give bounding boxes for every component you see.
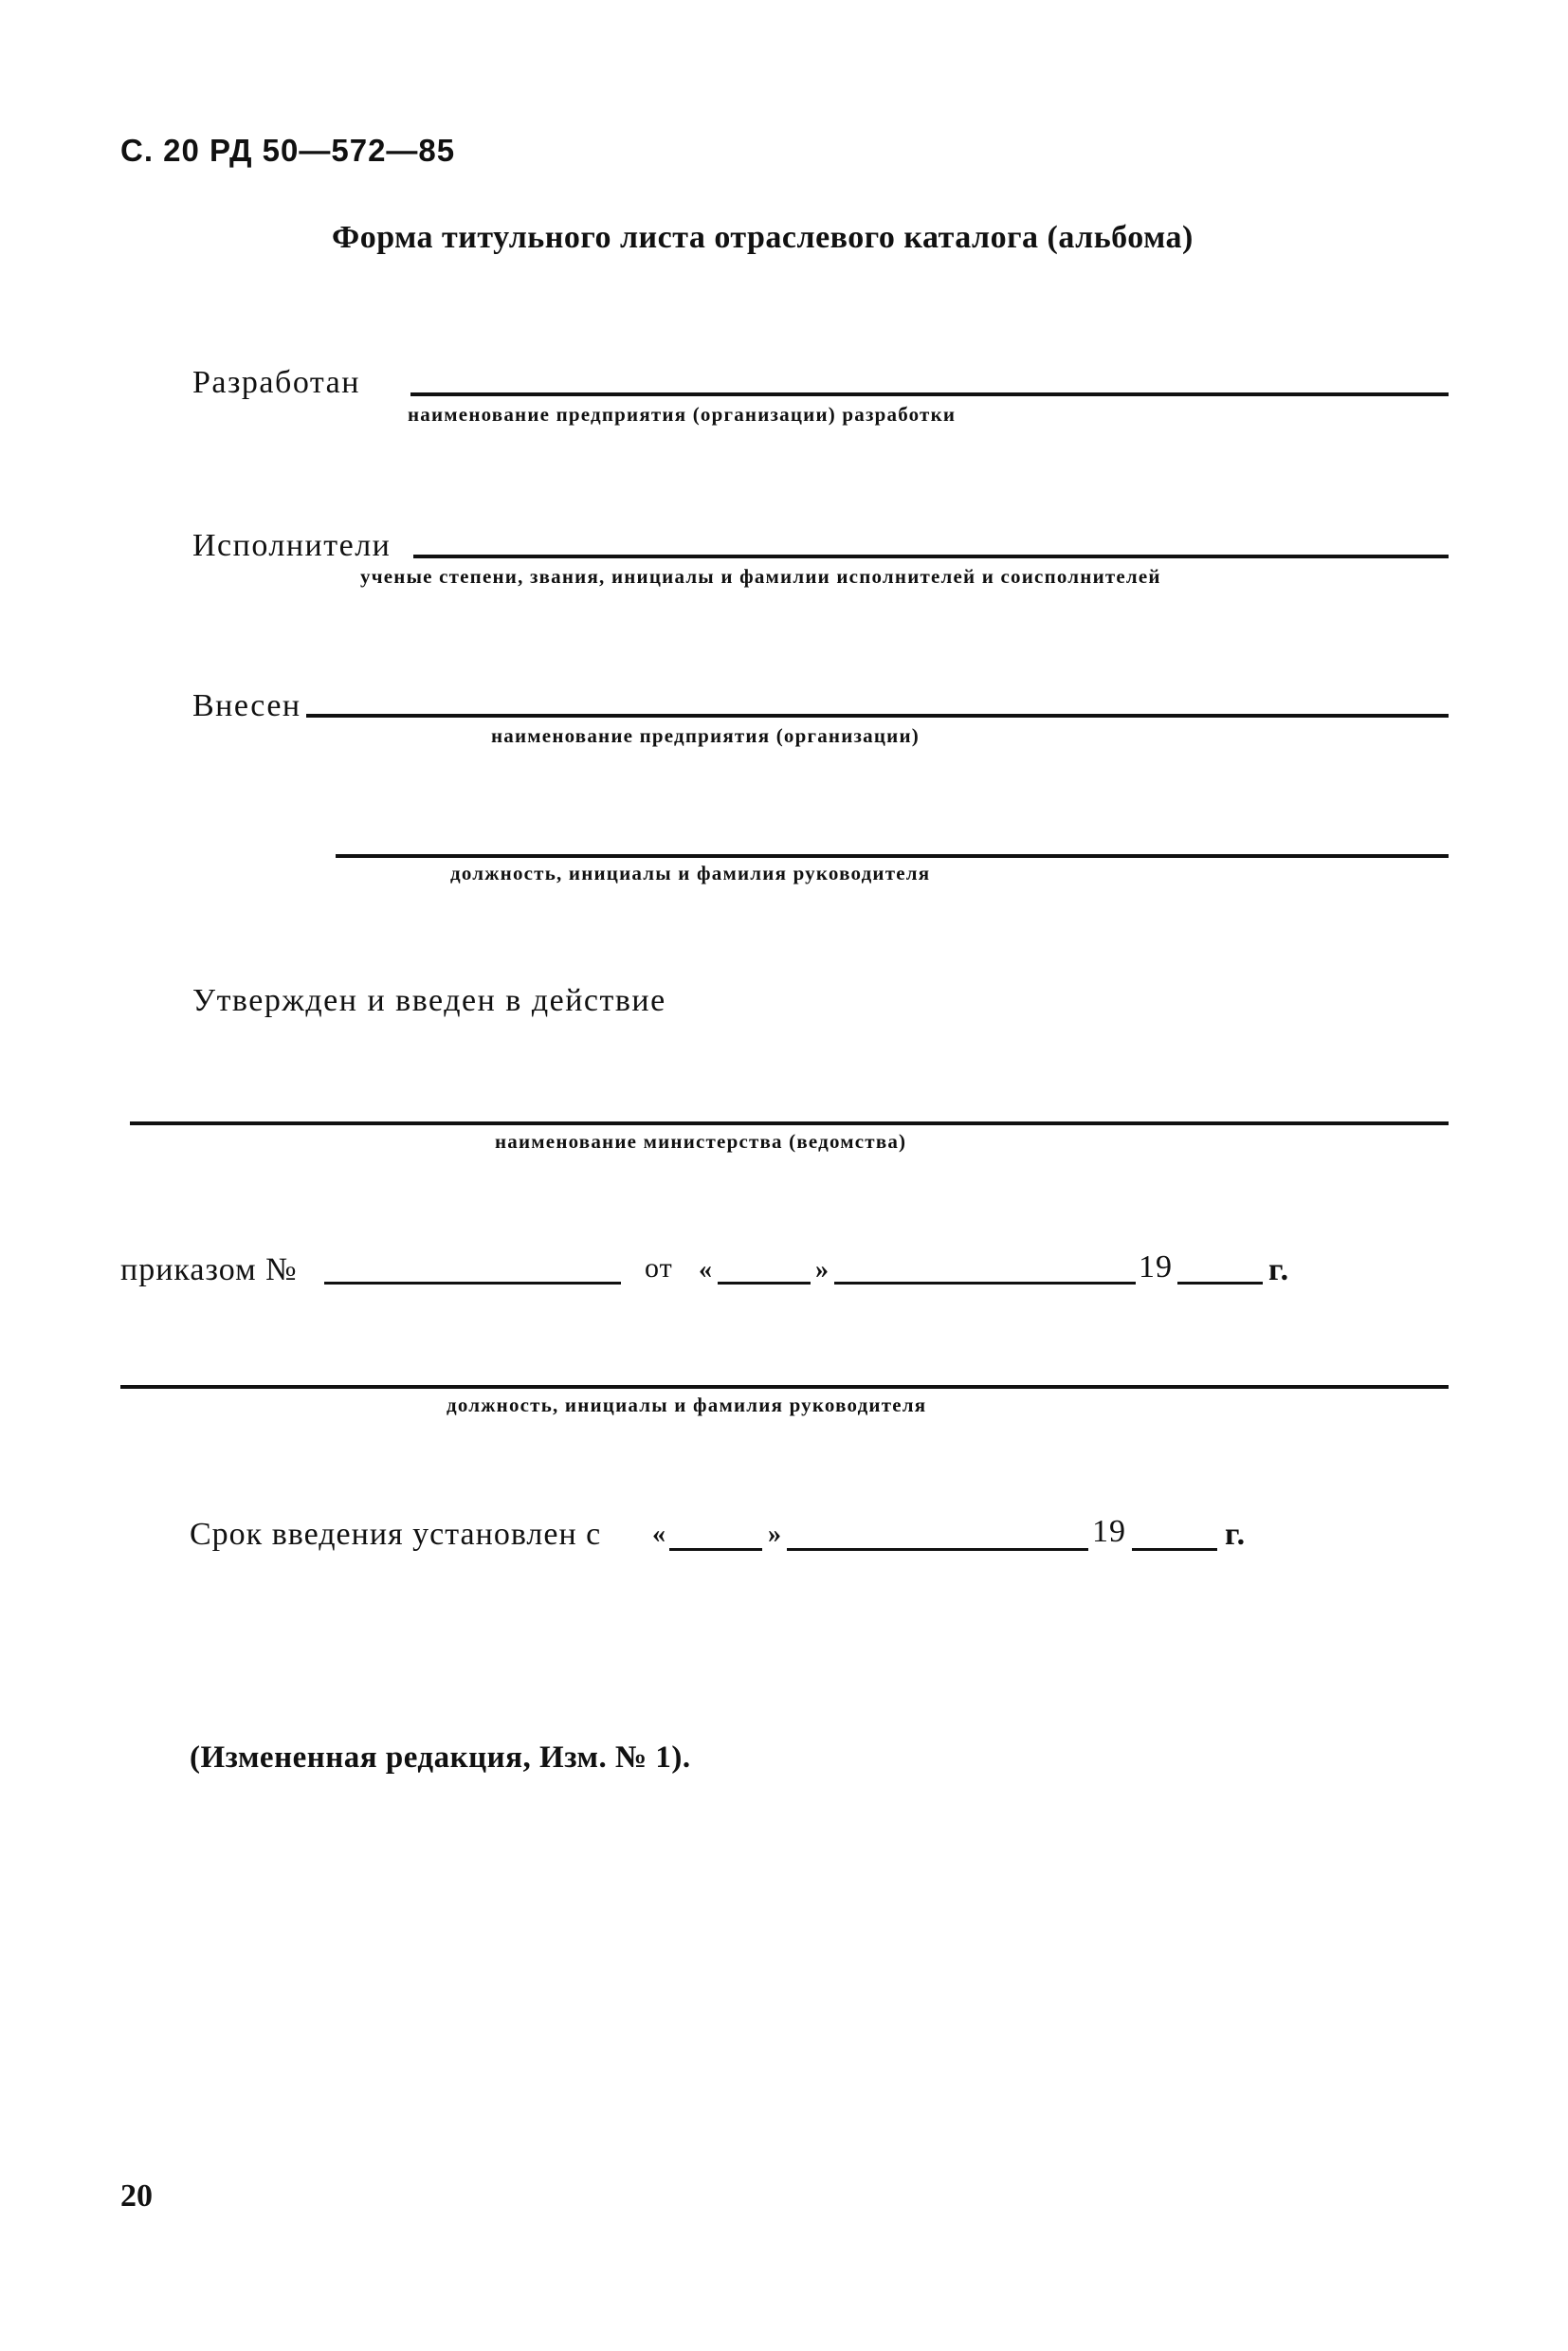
vnesen-line	[306, 714, 1449, 718]
prikaz-number-line	[324, 1282, 621, 1285]
prikaz-label: приказом №	[120, 1252, 298, 1287]
srok-open-quote: «	[652, 1520, 665, 1549]
srok-day-line	[669, 1548, 762, 1551]
prikaz-day-line	[718, 1282, 811, 1285]
ispolniteli-line	[413, 555, 1449, 558]
ministry-caption: наименование министерства (ведомства)	[495, 1130, 907, 1153]
srok-label: Срок введения установлен с	[190, 1517, 602, 1552]
rukovoditel-line-2	[120, 1385, 1449, 1389]
ispolniteli-label: Исполнители	[192, 528, 392, 563]
rukovoditel-caption-2: должность, инициалы и фамилия руководителя	[447, 1394, 927, 1416]
razrabotan-line	[410, 392, 1449, 396]
vnesen-label: Внесен	[192, 688, 301, 723]
srok-close-quote: »	[768, 1520, 781, 1549]
vnesen-caption: наименование предприятия (организации)	[491, 724, 920, 747]
prikaz-open-quote: «	[699, 1255, 712, 1285]
revision-note: (Измененная редакция, Изм. № 1).	[190, 1740, 691, 1775]
prikaz-close-quote: »	[815, 1255, 829, 1285]
prikaz-month-line	[834, 1282, 1136, 1285]
razrabotan-caption: наименование предприятия (организации) разработки	[408, 403, 957, 426]
razrabotan-label: Разработан	[192, 365, 360, 400]
ispolniteli-caption: ученые степени, звания, инициалы и фамилии исполнителей и соисполнителей	[360, 565, 1161, 588]
rukovoditel-line-1	[336, 854, 1449, 858]
utverzhden-label: Утвержден и введен в действие	[192, 983, 666, 1018]
srok-g: г.	[1225, 1517, 1247, 1552]
form-title: Форма титульного листа отраслевого каталога (альбома)	[332, 220, 1194, 255]
ministry-line	[130, 1121, 1449, 1125]
prikaz-ot: от	[645, 1252, 673, 1284]
srok-year-line	[1132, 1548, 1217, 1551]
prikaz-g: г.	[1268, 1252, 1290, 1287]
srok-month-line	[787, 1548, 1088, 1551]
rukovoditel-caption-1: должность, инициалы и фамилия руководителя	[450, 862, 931, 884]
prikaz-year-prefix: 19	[1139, 1249, 1173, 1285]
page-number: 20	[120, 2178, 153, 2214]
document-header: С. 20 РД 50—572—85	[120, 133, 456, 168]
srok-year-prefix: 19	[1092, 1514, 1126, 1549]
prikaz-year-line	[1177, 1282, 1263, 1285]
